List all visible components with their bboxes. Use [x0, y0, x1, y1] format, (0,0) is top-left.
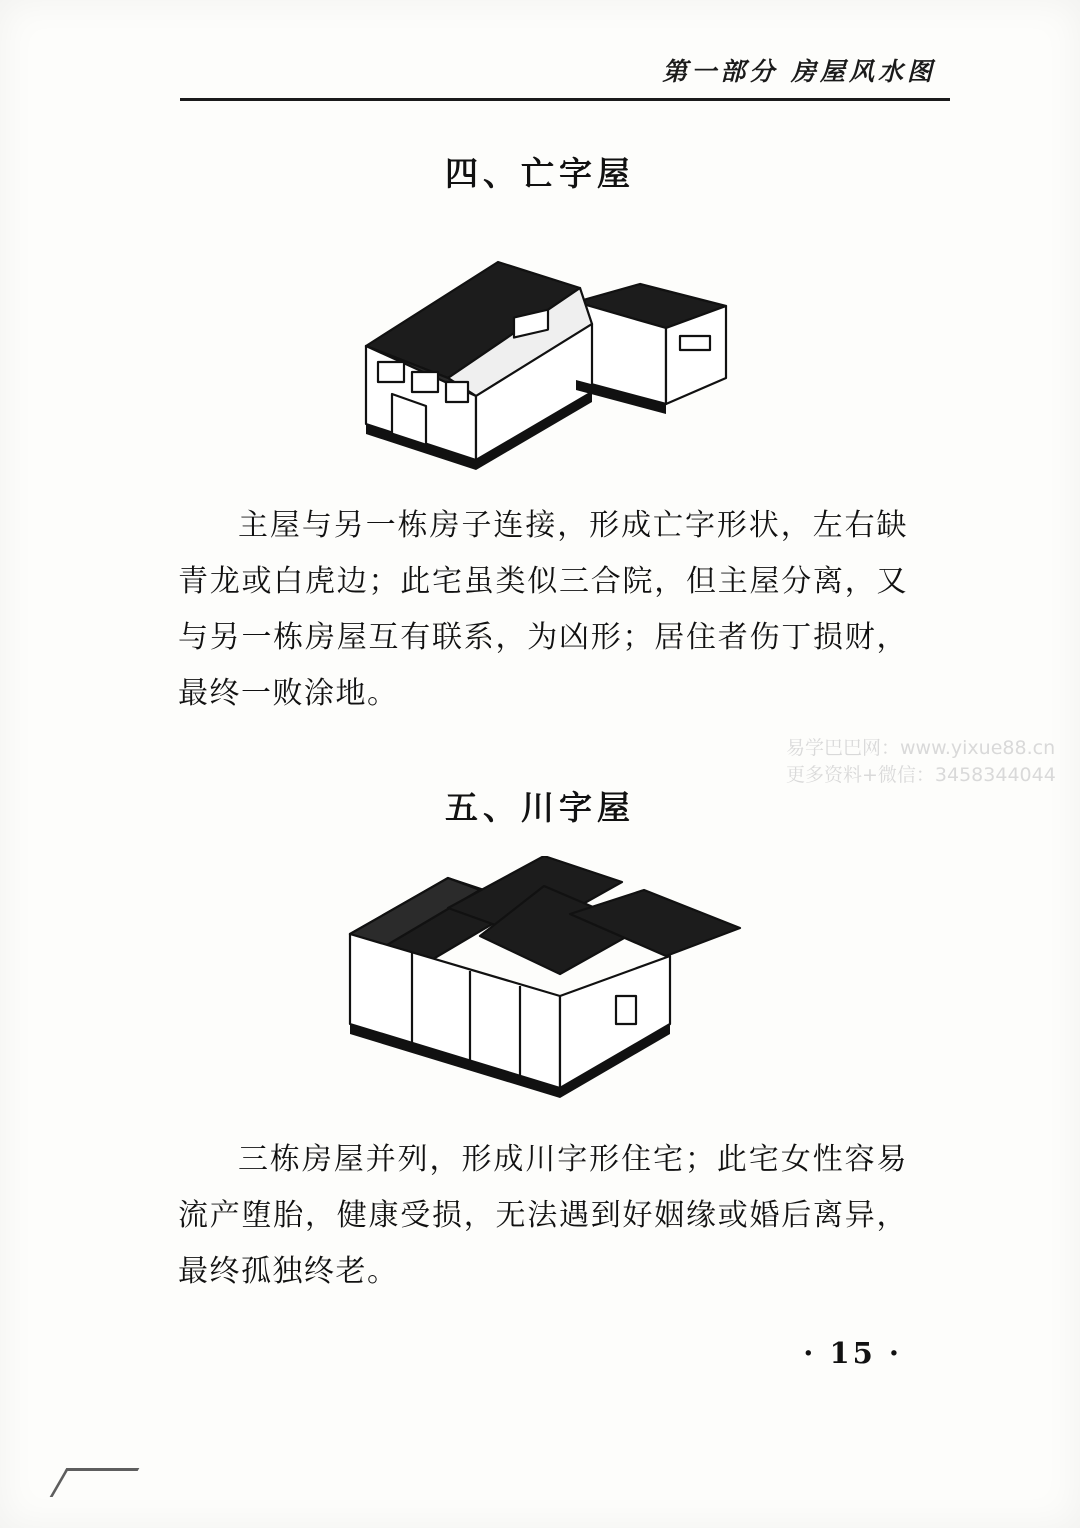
- scan-corner-mark: [50, 1468, 140, 1497]
- figure-wang-zi-wu: [0, 228, 1080, 478]
- watermark-line-1: 易学巴巴网：www.yixue88.cn: [786, 737, 1056, 759]
- header-divider: [180, 98, 950, 101]
- section-title-five: 五、川字屋: [445, 788, 635, 827]
- house-illustration-chuan-zi-wu: [330, 856, 750, 1106]
- header-title: 第一部分 房屋风水图: [662, 57, 936, 86]
- house-illustration-wang-zi-wu: [330, 228, 750, 478]
- page-header: [180, 52, 950, 108]
- page-number: · 15 ·: [803, 1336, 902, 1370]
- figure-chuan-zi-wu: [0, 856, 1080, 1106]
- paragraph-wang-zi-wu: 主屋与另一栋房子连接，形成亡字形状，左右缺青龙或白虎边；此宅虽类似三合院，但主屋分离，又与另一栋房屋互有联系，为凶形；居住者伤丁损财，最终一败涂地。: [178, 508, 908, 711]
- watermark-line-2: 更多资料+微信：3458344044: [786, 764, 1056, 786]
- section-title-four: 四、亡字屋: [445, 154, 635, 193]
- watermark: [786, 735, 1056, 789]
- paragraph-chuan-zi-wu: 三栋房屋并列，形成川字形住宅；此宅女性容易流产堕胎，健康受损，无法遇到好姻缘或婚后离异，最终孤独终老。: [178, 1142, 908, 1289]
